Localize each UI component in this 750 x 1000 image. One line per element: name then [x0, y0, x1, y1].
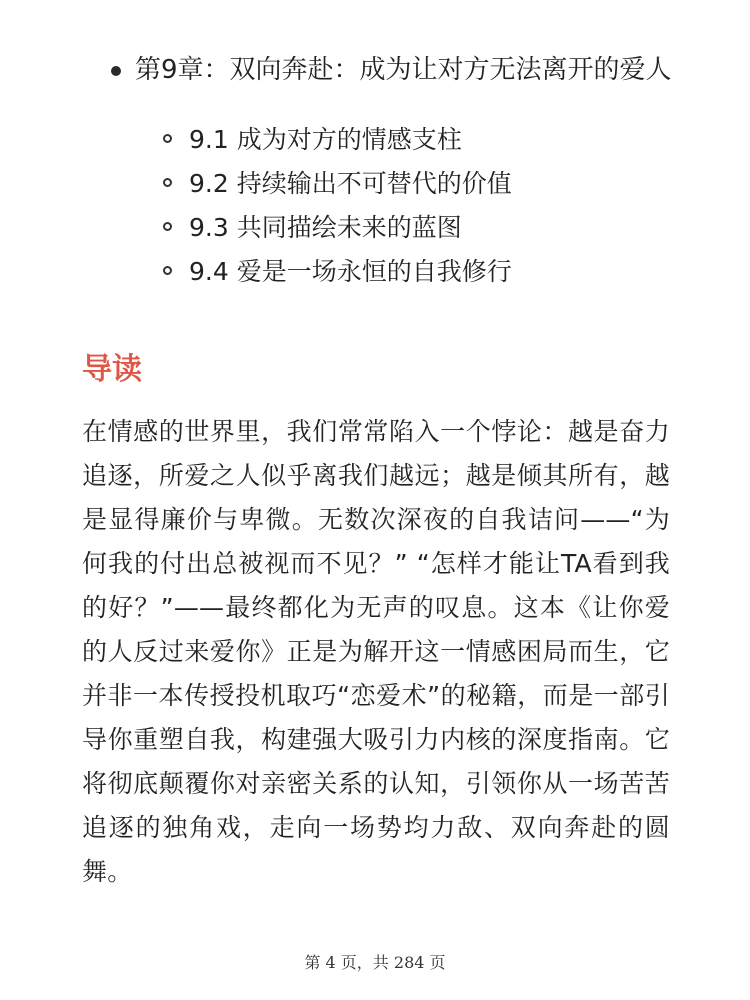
- section-title: 9.1 成为对方的情感支柱: [189, 125, 462, 154]
- section-item: [0, 118, 750, 162]
- bullet-icon: [111, 66, 121, 76]
- intro-heading: 导读: [82, 352, 142, 387]
- section-item: [0, 250, 750, 294]
- table-of-contents: [0, 48, 750, 294]
- section-item: [0, 206, 750, 250]
- circle-bullet-icon: [163, 178, 172, 187]
- page-footer: 第 4 页，共 284 页: [304, 953, 446, 972]
- section-item: [0, 162, 750, 206]
- circle-bullet-icon: [163, 222, 172, 231]
- chapter-title: 第9章：双向奔赴：成为让对方无法离开的爱人: [135, 55, 672, 85]
- section-title: 9.3 共同描绘未来的蓝图: [189, 213, 462, 242]
- circle-bullet-icon: [163, 134, 172, 143]
- circle-bullet-icon: [163, 266, 172, 275]
- section-list: [0, 118, 750, 294]
- intro-paragraph: 在情感的世界里，我们常常陷入一个悖论：越是奋力追逐，所爱之人似乎离我们越远；越是倾其所有，越是显得廉价与卑微。无数次深夜的自我诘问——“为何我的付出总被视而不见？” “怎样才能让TA看到我的好？”——最终都化为无声的叹息。这本《让你爱的人反过来爱你》正是为解开这一情感困局而生，它并非一本传授投机取巧“恋爱术”的秘籍，而是一部引导你重塑自我，构建强大吸引力内核的深度指南。它将彻底颠覆你对亲密关系的认知，引领你从一场苦苦追逐的独角戏，走向一场势均力敌、双向奔赴的圆舞。: [82, 417, 670, 886]
- chapter-item: [0, 48, 750, 92]
- section-title: 9.4 爱是一场永恒的自我修行: [189, 257, 512, 286]
- section-title: 9.2 持续输出不可替代的价值: [189, 169, 512, 198]
